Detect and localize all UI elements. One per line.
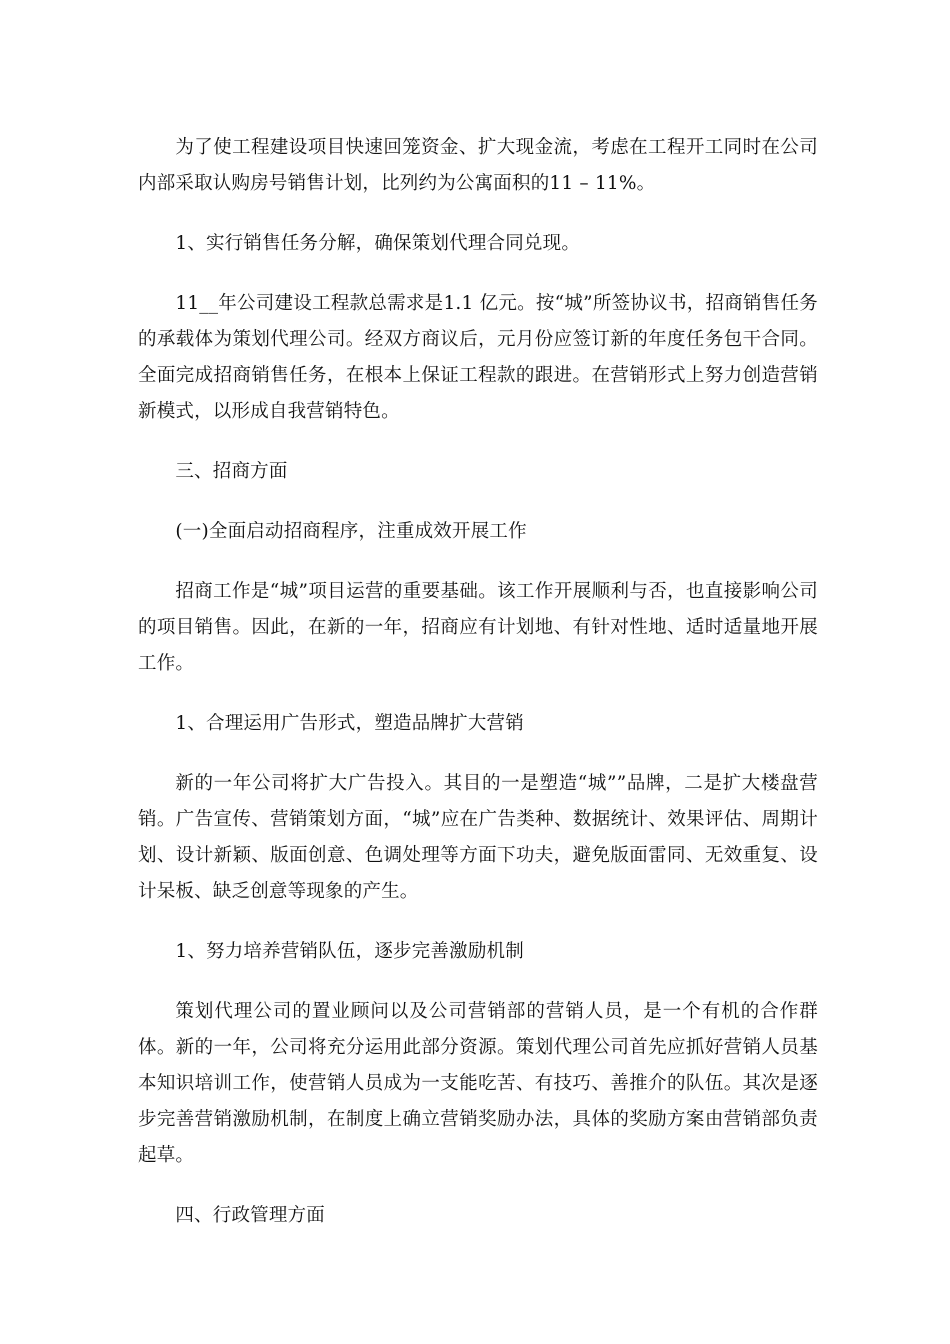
heading-launch-investment-program: (一)全面启动招商程序，注重成效开展工作 [175,521,527,542]
heading-advertising: 1、合理运用广告形式，塑造品牌扩大营销 [175,713,524,734]
paragraph-sales-team: 策划代理公司的置业顾问以及公司营销部的营销人员，是一个有机的合作群体。新的一年，公司将充分运用此部分资源。策划代理公司首先应抓好营销人员基本知识培训工作，使营销人员成为一支能吃苦、有技巧、善推介的队伍。其次是逐步完善营销激励机制，在制度上确立营销奖励办法，具体的奖励方案由营销部负责起草。 [138,1001,818,1166]
paragraph-capital-recovery: 为了使工程建设项目快速回笼资金、扩大现金流，考虑在工程开工同时在公司内部采取认购房号销售计划，比列约为公寓面积的11 – 11%。 [138,137,818,194]
heading-section-investment: 三、招商方面 [175,461,288,482]
document-body [138,130,818,1258]
paragraph-construction-funds: 11__年公司建设工程款总需求是1.1 亿元。按“城”所签协议书，招商销售任务的承载体为策划代理公司。经双方商议后，元月份应签订新的年度任务包干合同。全面完成招商销售任务，在根本上保证工程款的跟进。在营销形式上努力创造营销新模式，以形成自我营销特色。 [138,293,818,422]
heading-sales-team: 1、努力培养营销队伍，逐步完善激励机制 [175,941,524,962]
heading-section-administration: 四、行政管理方面 [175,1205,325,1226]
heading-sales-task-breakdown: 1、实行销售任务分解，确保策划代理合同兑现。 [175,233,581,254]
paragraph-investment-foundation: 招商工作是“城”项目运营的重要基础。该工作开展顺利与否，也直接影响公司的项目销售。因此，在新的一年，招商应有计划地、有针对性地、适时适量地开展工作。 [138,581,818,674]
paragraph-advertising: 新的一年公司将扩大广告投入。其目的一是塑造“城””品牌，二是扩大楼盘营销。广告宣传、营销策划方面，“城”应在广告类种、数据统计、效果评估、周期计划、设计新颖、版面创意、色调处理等方面下功夫，避免版面雷同、无效重复、设计呆板、缺乏创意等现象的产生。 [138,773,818,902]
